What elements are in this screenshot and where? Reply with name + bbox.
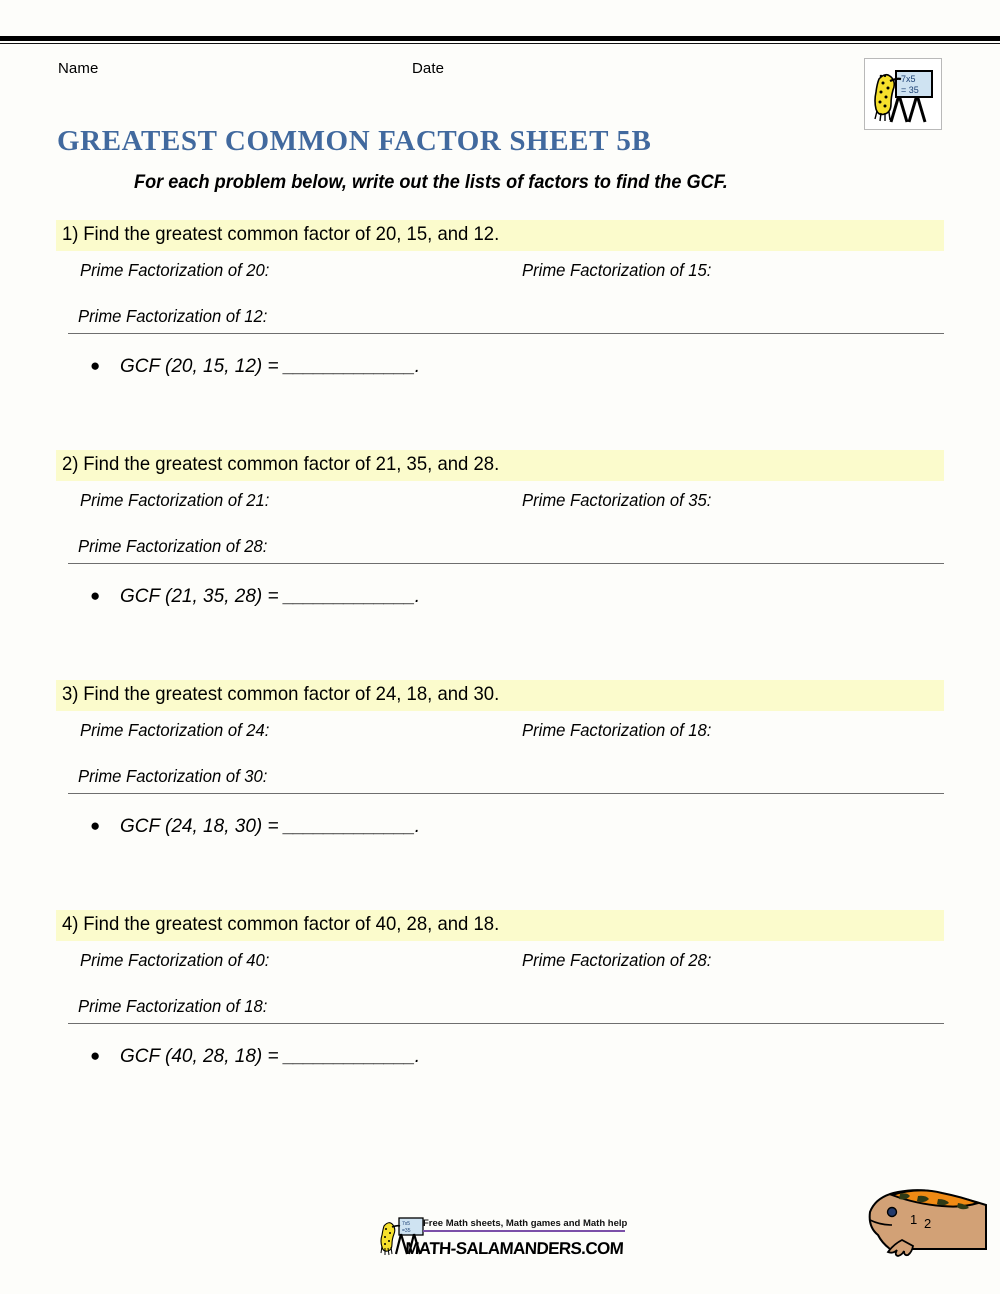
top-divider-rule-thin (0, 43, 1000, 44)
date-label: Date (412, 60, 445, 77)
gcf-period-3: . (414, 816, 421, 837)
question-text-4 (62, 913, 499, 936)
gcf-label-4: GCF (40, 28, 18) = (120, 1046, 284, 1067)
gcf-period-2: . (414, 586, 421, 607)
page-title: GREATEST COMMON FACTOR SHEET 5B (57, 125, 652, 158)
prime-factorization-a-3: Prime Factorization of 24: (80, 720, 270, 740)
question-number-1: 1) (62, 223, 79, 245)
footer-brand-logo[interactable] (377, 1216, 629, 1260)
gcf-label-3: GCF (24, 18, 30) = (120, 816, 284, 837)
gcf-blank-4[interactable]: _____________ (283, 1046, 415, 1067)
answer-rule-4 (68, 1023, 944, 1024)
svg-text:2: 2 (924, 1216, 932, 1231)
top-divider-rule (0, 36, 1000, 41)
prime-factorization-c-1: Prime Factorization of 12: (78, 306, 268, 326)
prime-factorization-b-4: Prime Factorization of 28: (522, 950, 712, 970)
prime-factorization-b-2: Prime Factorization of 35: (522, 490, 712, 510)
math-salamanders-logo-icon (864, 58, 942, 130)
prime-factorization-c-2: Prime Factorization of 28: (78, 536, 268, 556)
question-body-1: Find the greatest common factor of 20, 15, and 12. (83, 223, 500, 245)
bullet-icon: ● (90, 586, 101, 605)
prime-factorization-c-4: Prime Factorization of 18: (78, 996, 268, 1016)
gcf-period-4: . (414, 1046, 421, 1067)
gcf-blank-3[interactable]: _____________ (283, 816, 415, 837)
gcf-label-2: GCF (21, 35, 28) = (120, 586, 284, 607)
bullet-icon: ● (90, 1046, 101, 1065)
question-body-4: Find the greatest common factor of 40, 28, and 18. (83, 913, 500, 935)
question-body-3: Find the greatest common factor of 24, 18, and 30. (83, 683, 500, 705)
gcf-blank-1[interactable]: _____________ (283, 356, 415, 377)
question-number-2: 2) (62, 453, 79, 475)
corner-salamander-icon (862, 1182, 994, 1268)
prime-factorization-a-1: Prime Factorization of 20: (80, 260, 270, 280)
gcf-period-1: . (414, 356, 421, 377)
gcf-label-1: GCF (20, 15, 12) = (120, 356, 284, 377)
question-text-1 (62, 223, 499, 246)
answer-rule-1 (68, 333, 944, 334)
prime-factorization-a-2: Prime Factorization of 21: (80, 490, 270, 510)
svg-text:7x5: 7x5 (901, 74, 916, 84)
answer-rule-3 (68, 793, 944, 794)
svg-text:7x5: 7x5 (402, 1221, 411, 1227)
question-number-4: 4) (62, 913, 79, 935)
question-body-2: Find the greatest common factor of 21, 35, and 28. (83, 453, 500, 475)
prime-factorization-b-1: Prime Factorization of 15: (522, 260, 712, 280)
prime-factorization-c-3: Prime Factorization of 30: (78, 766, 268, 786)
instruction-text: For each problem below, write out the lists of factors to find the GCF. (134, 171, 728, 193)
svg-text:MATH-SALAMANDERS.COM: MATH-SALAMANDERS.COM (404, 1239, 624, 1258)
svg-text:=35: =35 (402, 1228, 411, 1234)
gcf-answer-row-4 (90, 1046, 420, 1068)
prime-factorization-a-4: Prime Factorization of 40: (80, 950, 270, 970)
question-number-3: 3) (62, 683, 79, 705)
gcf-answer-row-3 (90, 816, 420, 838)
question-text-2 (62, 453, 499, 476)
bullet-icon: ● (90, 816, 101, 835)
svg-text:Free Math sheets, Math games a: Free Math sheets, Math games and Math help (423, 1218, 628, 1229)
gcf-answer-row-2 (90, 586, 420, 608)
prime-factorization-b-3: Prime Factorization of 18: (522, 720, 712, 740)
gcf-blank-2[interactable]: _____________ (283, 586, 415, 607)
svg-text:1: 1 (910, 1212, 918, 1227)
question-text-3 (62, 683, 499, 706)
answer-rule-2 (68, 563, 944, 564)
gcf-answer-row-1 (90, 356, 420, 378)
bullet-icon: ● (90, 356, 101, 375)
svg-text:= 35: = 35 (901, 85, 919, 95)
name-label: Name (58, 60, 99, 77)
